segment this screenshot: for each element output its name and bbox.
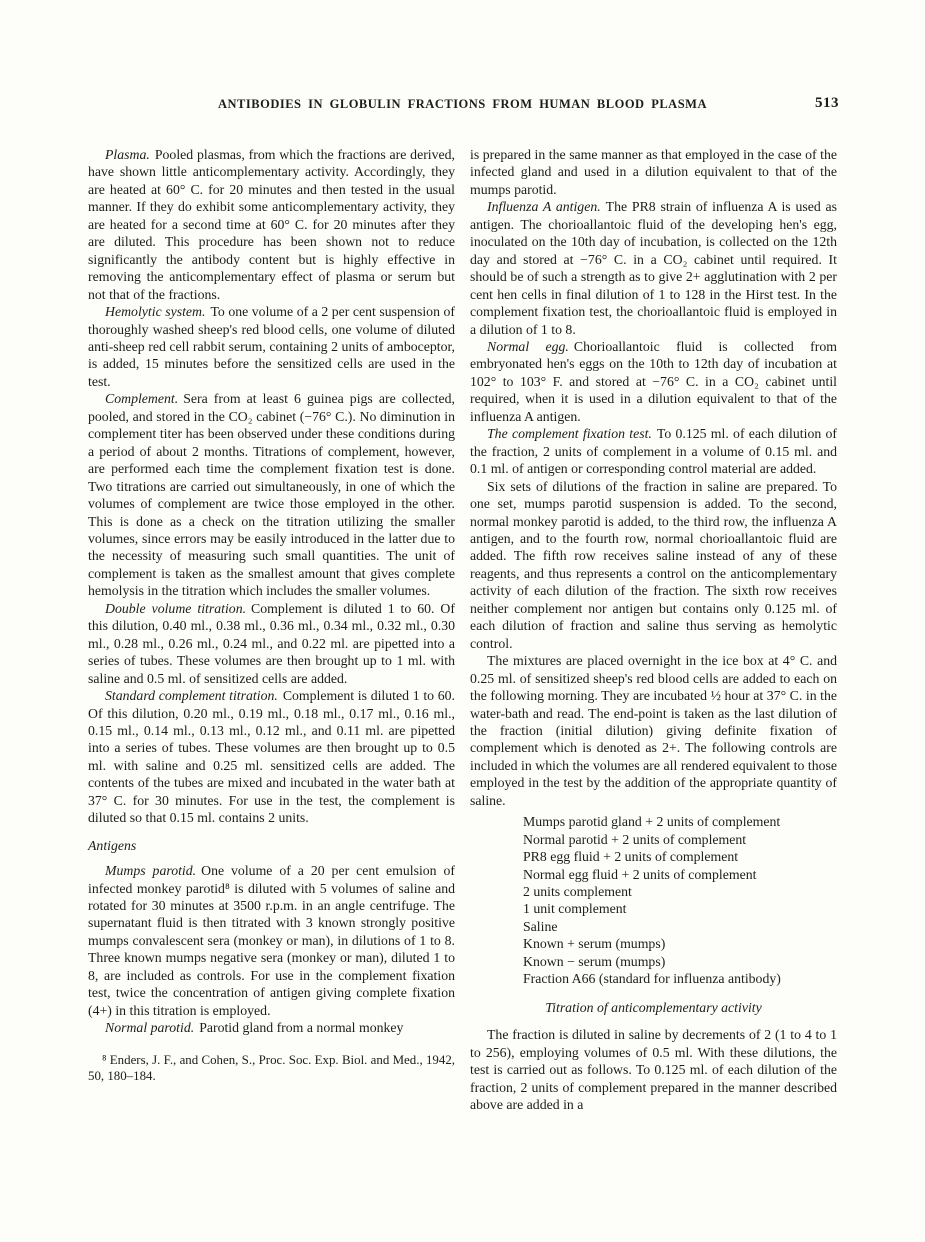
paragraph-lead: Normal parotid. — [105, 1020, 195, 1036]
page-number: 513 — [815, 95, 839, 111]
section-heading-antigens: Antigens — [88, 837, 137, 853]
paragraph-double-volume-titration — [88, 600, 455, 687]
paragraph-text: Six sets of dilutions of the fraction in saline are prepared. To one set, mumps parotid suspension is added. To the second, normal monkey parotid is added, to the third row, the influenza A antigen, and to the fourth row, normal chorioallantoic fluid are added. The fifth row receives saline instead of any of these reagents, and thus represents a control on the anticomplementary activity of each dilution of the fraction. The sixth row receives neither complement nor antigen but contains only 0.125 ml. of each dilution of fraction and saline thus serving as hemolytic control. — [470, 478, 837, 651]
paragraph-text: One volume of a 20 per cent emulsion of infected monkey parotid⁸ is diluted with 5 volumes of saline and rotated for 30 minutes at 3500 r.p.m. in an angle centrifuge. The supernatant fluid is then titrated with 3 known strongly positive mumps convalescent sera (monkey or man), in dilutions of 1 to 8. Three known mumps negative sera (monkey or man), diluted 1 to 8, are included as controls. For use in the complement fixation test, twice the concentration of antigen giving complete fixation (4+) in this titration is employed. — [88, 863, 455, 1018]
paragraph-complement-fixation-test — [470, 425, 837, 477]
paragraph-text: To one volume of a 2 per cent suspension of thoroughly washed sheep's red blood cells, one volume of diluted anti-sheep red cell rabbit serum, containing 2 units of amboceptor, is added, 15 minutes before the sensitized cells are used in the test. — [88, 304, 455, 389]
running-head — [88, 97, 837, 115]
right-column — [470, 146, 837, 1113]
paragraph-lead: Complement. — [105, 391, 179, 407]
controls-list-item: Known − serum (mumps) — [523, 953, 666, 969]
paragraph-text: Pooled plasmas, from which the fractions are derived, have shown little anticomplementary activity. Accordingly, they are heated at 60° C. for 20 minutes and then tested in the usual manner. If they do exhibit some anticomplementary activity, they are heated for a second time at 60° C. for 20 minutes after they are diluted. This procedure has been shown not to reduce significantly the antibody content but is highly effective in removing the anticomplementary effect of plasma or serum but not that of the fractions. — [88, 147, 455, 302]
page-header-title: ANTIBODIES IN GLOBULIN FRACTIONS FROM HUMAN BLOOD PLASMA — [218, 97, 707, 111]
paragraph-mixtures — [470, 652, 837, 809]
paragraph-text: The PR8 strain of influenza A is used as antigen. The chorioallantoic fluid of the developing hen's egg, inoculated on the 10th day of incubation, is collected on the 12th day and stored at −76° C. in a CO₂ cabinet until required. It should be of such a strength as to give 2+ agglutination with 2 per cent hen cells in final dilution of 1 to 128 in the Hirst test. In the complement fixation test, the chorioallantoic fluid is employed in a dilution of 1 to 8. — [470, 199, 838, 337]
paragraph-normal-egg — [470, 338, 837, 425]
paragraph-text: is prepared in the same manner as that employed in the case of the infected gland and used in a dilution equivalent to that of the mumps parotid. — [470, 147, 837, 197]
paragraph-influenza-a-antigen — [470, 198, 837, 338]
paragraph-standard-complement-titration — [88, 687, 455, 827]
paragraph-titration-procedure — [470, 1026, 837, 1113]
paragraph-text: Complement is diluted 1 to 60. Of this dilution, 0.20 ml., 0.19 ml., 0.18 ml., 0.17 ml., 0.16 ml., 0.15 ml., 0.14 ml., 0.13 ml., 0.12 ml., and 0.11 ml. are pipetted into a series of tubes. These volumes are then brought up to 0.5 ml. with saline and 0.25 ml. sensitized cells are added. The contents of the tubes are mixed and incubated in the water bath at 37° C. for 30 minutes. For use in the test, the complement is diluted so that 0.15 ml. contains 2 units. — [88, 688, 455, 826]
paragraph-text: The mixtures are placed overnight in the ice box at 4° C. and 0.25 ml. of sensitized sheep's red blood cells are added to each on the following morning. They are incubated ½ hour at 37° C. in the water-bath and read. The end-point is taken as the last dilution of the fraction (initial dilution) giving definite fixation of complement which is denoted as 2+. The following controls are included in which the volumes are all rendered equivalent to those employed in the test by the addition of the appropriate quantity of saline. — [470, 653, 837, 808]
controls-list-item: Saline — [523, 918, 558, 934]
controls-list-item: PR8 egg fluid + 2 units of complement — [523, 849, 739, 865]
paragraph-text: To 0.125 ml. of each dilution of the fraction, 2 units of complement in a volume of 0.15 ml. and 0.1 ml. of antigen or corresponding control material are added. — [470, 426, 837, 477]
paragraph-lead: Normal egg. — [487, 338, 569, 354]
paragraph-text: Chorioallantoic fluid is collected from embryonated hen's eggs on the 10th to 12th day of incubation at 102° to 103° F. and stored at −76° C. in a CO₂ cabinet until required, when it is used in a dilution equivalent to that of the influenza A antigen. — [470, 338, 837, 424]
paragraph-text: Complement is diluted 1 to 60. Of this dilution, 0.40 ml., 0.38 ml., 0.36 ml., 0.34 ml., 0.32 ml., 0.30 ml., 0.28 ml., 0.26 ml., 0.24 ml., and 0.22 ml. are pipetted into a series of tubes. These volumes are then brought up to 1 ml. with saline and 0.5 ml. of sensitized cells are added. — [88, 600, 455, 686]
paragraph-complement — [88, 390, 455, 599]
paragraph-six-sets — [470, 478, 837, 653]
paragraph-lead: Hemolytic system. — [105, 304, 206, 320]
paragraph-normal-parotid — [88, 1019, 455, 1036]
page-content — [88, 97, 837, 1113]
controls-list-item: Mumps parotid gland + 2 units of complement — [523, 814, 781, 830]
paragraph-hemolytic-system — [88, 303, 455, 390]
paragraph-text: The fraction is diluted in saline by decrements of 2 (1 to 4 to 1 to 256), employing volumes of 0.5 ml. With these dilutions, the test is carried out as follows. To 0.125 ml. of each dilution of the fraction, 2 units of complement prepared in the manner described above are added in a — [470, 1027, 837, 1113]
paragraph-lead: Mumps parotid. — [105, 863, 197, 879]
two-column-layout — [88, 146, 837, 1113]
paragraph-mumps-parotid — [88, 862, 455, 1019]
footnote: ⁸ Enders, J. F., and Cohen, S., Proc. Soc. Exp. Biol. and Med., 1942, 50, 180–184. — [88, 1052, 455, 1084]
controls-list-item: 2 units complement — [523, 884, 632, 900]
left-column — [88, 146, 455, 1113]
controls-list — [523, 813, 837, 988]
paragraph-plasma — [88, 146, 455, 303]
paragraph-lead: Plasma. — [105, 147, 150, 162]
controls-list-item: Fraction A66 (standard for influenza antibody) — [523, 971, 781, 987]
paragraph-text: Sera from at least 6 guinea pigs are collected, pooled, and stored in the CO₂ cabinet (−76° C.). No diminution in complement titer has been observed under these conditions during a period of about 2 months. Titrations of complement, however, are performed each time the complement fixation test is done. Two titrations are carried out simultaneously, in one of which the volumes of complement are twice those employed in the other. This is done as a check on the titration utilizing the smaller volumes, since errors may be easily introduced in the latter due to the necessity of measuring such small quantities. The unit of complement is taken as the smallest amount that gives complete hemolysis in the titration which includes the smaller volumes. — [88, 391, 455, 599]
paragraph-text: Parotid gland from a normal monkey — [199, 1020, 404, 1036]
controls-list-item: Normal egg fluid + 2 units of complement — [523, 866, 757, 882]
controls-list-item: 1 unit complement — [523, 901, 627, 917]
paragraph-lead: The complement fixation test. — [487, 426, 652, 442]
controls-list-item: Normal parotid + 2 units of complement — [523, 831, 747, 847]
paragraph-lead: Influenza A antigen. — [487, 199, 601, 215]
paragraph-lead: Standard complement titration. — [105, 688, 278, 704]
paragraph-lead: Double volume titration. — [105, 600, 247, 616]
paragraph-continuation — [470, 146, 837, 198]
controls-list-item: Known + serum (mumps) — [523, 936, 666, 952]
subheading-titration-anticomplementary: Titration of anticomplementary activity — [545, 999, 762, 1015]
